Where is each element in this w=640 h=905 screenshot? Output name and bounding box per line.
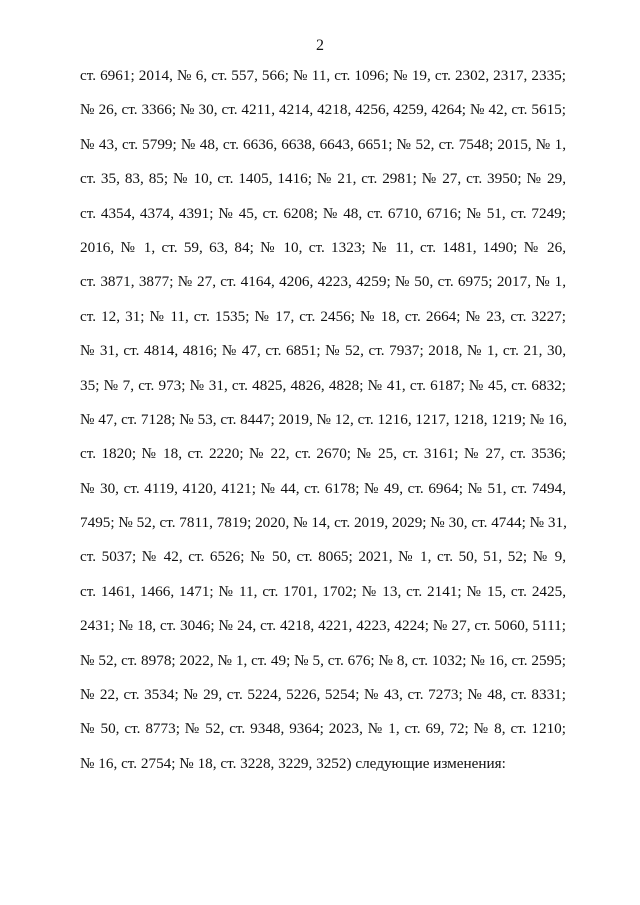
text-line: ст. 35, 83, 85; № 10, ст. 1405, 1416; № 21, ст. 2981; № 27, ст. 3950; № 29, [80, 170, 566, 188]
text-line: ст. 1461, 1466, 1471; № 11, ст. 1701, 1702; № 13, ст. 2141; № 15, ст. 2425, [80, 582, 566, 600]
text-line: № 43, ст. 5799; № 48, ст. 6636, 6638, 6643, 6651; № 52, ст. 7548; 2015, № 1, [80, 135, 566, 153]
text-line: № 47, ст. 7128; № 53, ст. 8447; 2019, № 12, ст. 1216, 1217, 1218, 1219; № 16, [80, 410, 568, 428]
text-line: 7495; № 52, ст. 7811, 7819; 2020, № 14, ст. 2019, 2029; № 30, ст. 4744; № 31, [80, 514, 567, 532]
document-body [80, 66, 566, 788]
page-number: 2 [316, 37, 324, 54]
text-line: 2016, № 1, ст. 59, 63, 84; № 10, ст. 1323; № 11, ст. 1481, 1490; № 26, [80, 238, 566, 256]
text-line: ст. 12, 31; № 11, ст. 1535; № 17, ст. 2456; № 18, ст. 2664; № 23, ст. 3227; [80, 307, 566, 325]
text-line: № 22, ст. 3534; № 29, ст. 5224, 5226, 5254; № 43, ст. 7273; № 48, ст. 8331; [80, 686, 566, 704]
text-line: ст. 5037; № 42, ст. 6526; № 50, ст. 8065; 2021, № 1, ст. 50, 51, 52; № 9, [80, 548, 566, 566]
text-line: 35; № 7, ст. 973; № 31, ст. 4825, 4826, 4828; № 41, ст. 6187; № 45, ст. 6832; [80, 376, 566, 394]
text-line: № 30, ст. 4119, 4120, 4121; № 44, ст. 6178; № 49, ст. 6964; № 51, ст. 7494, [80, 479, 566, 497]
text-line-last: № 16, ст. 2754; № 18, ст. 3228, 3229, 3252) следующие изменения: [80, 754, 506, 772]
text-line: № 31, ст. 4814, 4816; № 47, ст. 6851; № 52, ст. 7937; 2018, № 1, ст. 21, 30, [80, 342, 566, 360]
text-line: 2431; № 18, ст. 3046; № 24, ст. 4218, 4221, 4223, 4224; № 27, ст. 5060, 5111; [80, 617, 566, 635]
text-line: ст. 6961; 2014, № 6, ст. 557, 566; № 11, ст. 1096; № 19, ст. 2302, 2317, 2335; [80, 67, 566, 84]
text-line: ст. 4354, 4374, 4391; № 45, ст. 6208; № 48, ст. 6710, 6716; № 51, ст. 7249; [80, 204, 566, 222]
text-line: № 50, ст. 8773; № 52, ст. 9348, 9364; 2023, № 1, ст. 69, 72; № 8, ст. 1210; [80, 720, 566, 738]
text-line: ст. 1820; № 18, ст. 2220; № 22, ст. 2670; № 25, ст. 3161; № 27, ст. 3536; [80, 445, 566, 463]
text-line: № 52, ст. 8978; 2022, № 1, ст. 49; № 5, ст. 676; № 8, ст. 1032; № 16, ст. 2595; [80, 651, 566, 669]
text-line: ст. 3871, 3877; № 27, ст. 4164, 4206, 4223, 4259; № 50, ст. 6975; 2017, № 1, [80, 273, 566, 291]
text-line: № 26, ст. 3366; № 30, ст. 4211, 4214, 4218, 4256, 4259, 4264; № 42, ст. 5615; [80, 101, 566, 119]
